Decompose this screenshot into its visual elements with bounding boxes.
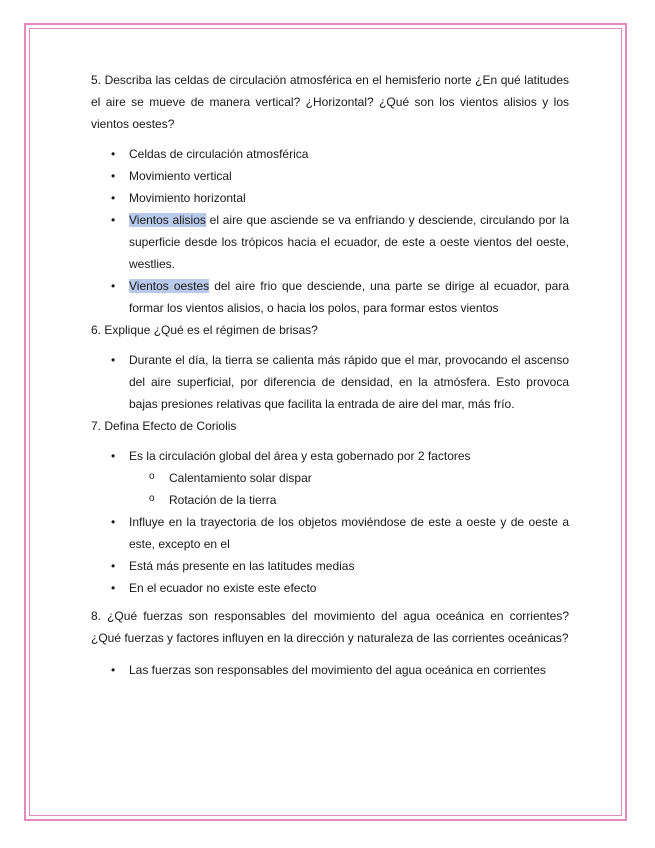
list-item-text: Es la circulación global del área y esta gobernado por 2 factores — [129, 449, 471, 463]
question-6-answers — [91, 349, 569, 415]
question-7-answers — [91, 445, 569, 599]
question-8: 8. ¿Qué fuerzas son responsables del movimiento del agua oceánica en corrientes? ¿Qué fuerzas y factores influyen en la dirección y naturaleza de las corrientes oceánicas? — [91, 609, 569, 645]
question-5-answers — [91, 143, 569, 319]
question-7: 7. Defina Efecto de Coriolis — [91, 419, 237, 433]
list-item: • Celdas de circulación atmosférica — [91, 143, 569, 165]
list-item: • Durante el día, la tierra se calienta más rápido que el mar, provocando el ascenso del aire superficial, por diferencia de densidad, en la atmósfera. Esto provoca bajas presiones relativas que facilita la entrada de aire del mar, más frío. — [91, 349, 569, 415]
list-item: • Está más presente en las latitudes medias — [91, 555, 569, 577]
sub-list — [129, 467, 569, 511]
list-item-alisios — [91, 209, 569, 275]
list-item — [91, 445, 569, 511]
question-5: 5. Describa las celdas de circulación atmosférica en el hemisferio norte ¿En qué latitudes el aire se mueve de manera vertical? ¿Horizontal? ¿Qué son los vientos alisios y los vientos oestes? — [91, 73, 569, 131]
list-item-oestes — [91, 275, 569, 319]
list-item: • Movimiento vertical — [91, 165, 569, 187]
document-body — [91, 69, 569, 681]
list-item: • Movimiento horizontal — [91, 187, 569, 209]
question-6: 6. Explique ¿Qué es el régimen de brisas? — [91, 323, 318, 337]
alisios-text: el aire que asciende se va enfriando y desciende, circulando por la superficie desde los trópicos hacia el ecuador, de este a oeste vientos del oeste, westlies. — [129, 213, 569, 271]
question-8-answers — [91, 659, 569, 681]
sub-list-item: o Rotación de la tierra — [129, 489, 569, 511]
oestes-text: del aire frio que desciende, una parte se dirige al ecuador, para formar los vientos alisios, o hacia los polos, para formar estos vientos — [129, 279, 569, 315]
list-item: • Las fuerzas son responsables del movimiento del agua oceánica en corrientes — [91, 659, 569, 681]
list-item: • Influye en la trayectoria de los objetos moviéndose de este a oeste y de oeste a este, excepto en el — [91, 511, 569, 555]
list-item: • En el ecuador no existe este efecto — [91, 577, 569, 599]
highlighted-term: Vientos oestes — [129, 279, 210, 293]
highlighted-term: Vientos alisios — [129, 213, 206, 227]
sub-list-item: o Calentamiento solar dispar — [129, 467, 569, 489]
